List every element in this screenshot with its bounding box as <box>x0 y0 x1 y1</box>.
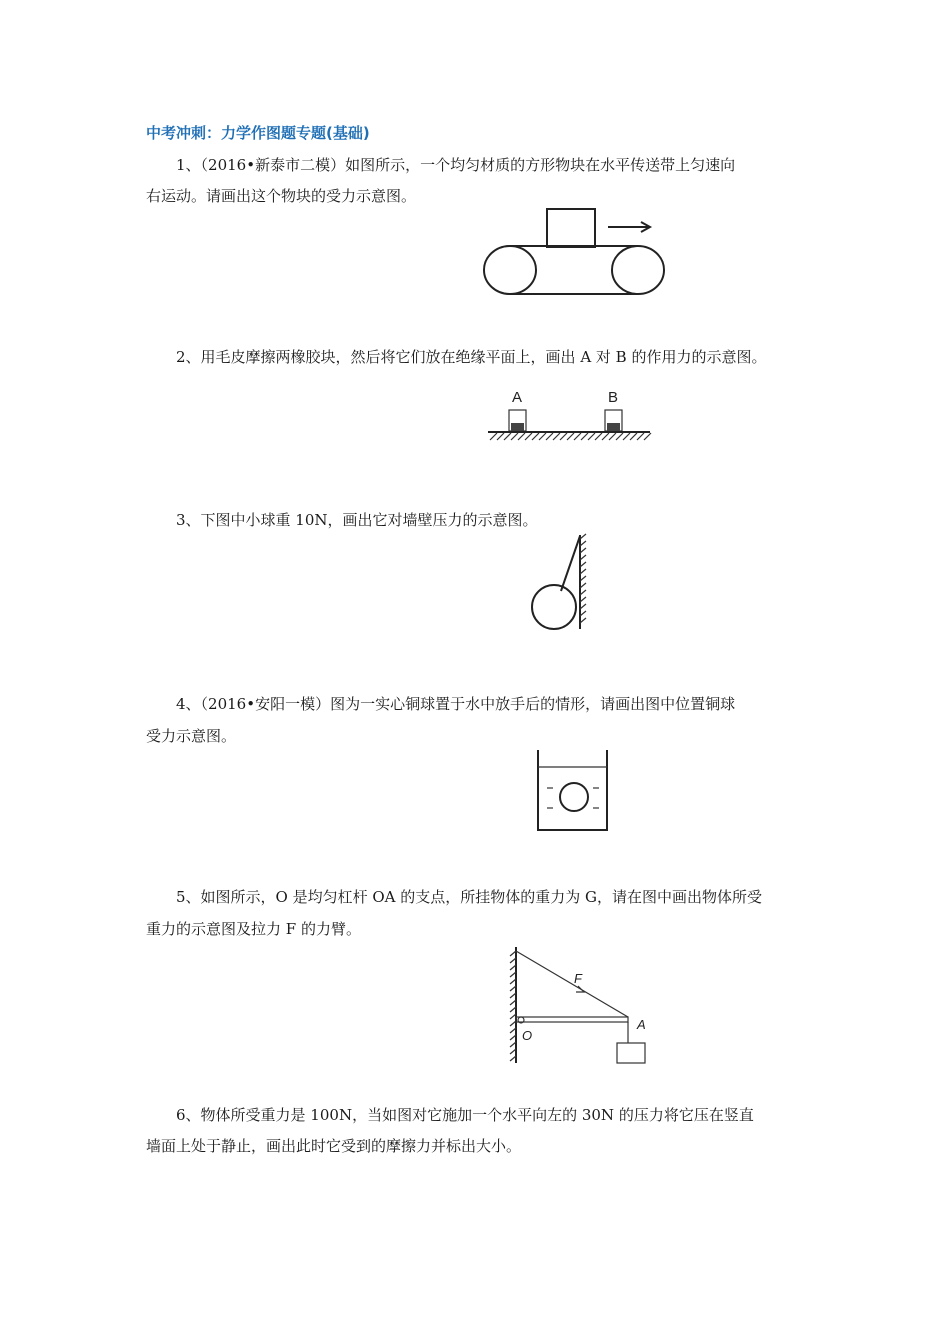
copper-ball-in-water-figure <box>535 748 625 836</box>
question-1-line-2: 右运动。请画出这个物块的受力示意图。 <box>146 187 417 205</box>
label-b: B <box>607 389 619 406</box>
string-line <box>561 536 580 591</box>
hatch-line <box>546 433 553 440</box>
hatch-line <box>644 433 651 440</box>
hatch-line <box>525 433 532 440</box>
hatch-line <box>581 433 588 440</box>
right-roller <box>612 246 664 294</box>
page-title: 中考冲刺：力学作图题专题(基础) <box>146 124 370 142</box>
conveyor-belt-figure <box>480 205 680 300</box>
question-6-line-1: 6、物体所受重力是 100N，当如图对它施加一个水平向左的 30N 的压力将它压在竖直 <box>176 1106 754 1124</box>
hatch-line <box>497 433 504 440</box>
hatch-line <box>539 433 546 440</box>
rubber-blocks-figure <box>488 385 658 450</box>
hatch-line <box>518 433 525 440</box>
question-3-line-1: 3、下图中小球重 10N，画出它对墙壁压力的示意图。 <box>176 511 538 529</box>
hatch-line <box>504 433 511 440</box>
hatch-line <box>553 433 560 440</box>
hatch-line <box>567 433 574 440</box>
container <box>538 750 607 830</box>
question-4-line-2: 受力示意图。 <box>146 727 237 745</box>
label-a: A <box>637 1017 646 1032</box>
hatch-line <box>623 433 630 440</box>
question-4-line-1: 4、（2016•安阳一模）图为一实心铜球置于水中放手后的情形，请画出图中位置铜球 <box>176 695 736 713</box>
rope-f <box>516 951 628 1017</box>
copper-ball <box>560 783 588 811</box>
hanging-weight <box>617 1043 645 1063</box>
hatch-line <box>588 433 595 440</box>
ball-circle <box>532 585 576 629</box>
lever-oa <box>516 1017 628 1022</box>
hatch-line <box>595 433 602 440</box>
ground-hatching <box>490 433 651 440</box>
block-b-fill <box>607 423 620 431</box>
question-5-line-1: 5、如图所示，O 是均匀杠杆 OA 的支点，所挂物体的重力为 G，请在图中画出物体所受 <box>176 888 763 906</box>
label-a: A <box>511 389 523 406</box>
hatch-line <box>511 433 518 440</box>
question-6-line-2: 墙面上处于静止，画出此时它受到的摩擦力并标出大小。 <box>146 1137 522 1155</box>
hatch-line <box>490 433 497 440</box>
question-5-line-2: 重力的示意图及拉力 F 的力臂。 <box>146 920 361 938</box>
hatch-line <box>532 433 539 440</box>
hatch-line <box>637 433 644 440</box>
question-2-line-1: 2、用毛皮摩擦两橡胶块，然后将它们放在绝缘平面上，画出 A 对 B 的作用力的示意图。 <box>176 348 767 366</box>
ball-on-wall-figure <box>530 533 600 633</box>
question-1-line-1: 1、（2016•新泰市二模）如图所示，一个均匀材质的方形物块在水平传送带上匀速向 <box>176 156 736 174</box>
label-f: F <box>574 971 582 986</box>
label-o: O <box>522 1028 533 1043</box>
left-roller <box>484 246 536 294</box>
lever-figure <box>500 943 660 1068</box>
hatch-line <box>609 433 616 440</box>
hatch-line <box>560 433 567 440</box>
hatch-line <box>630 433 637 440</box>
block-a-fill <box>511 423 524 431</box>
hatch-line <box>602 433 609 440</box>
hatch-line <box>574 433 581 440</box>
hatch-line <box>616 433 623 440</box>
block-shape <box>547 209 595 247</box>
